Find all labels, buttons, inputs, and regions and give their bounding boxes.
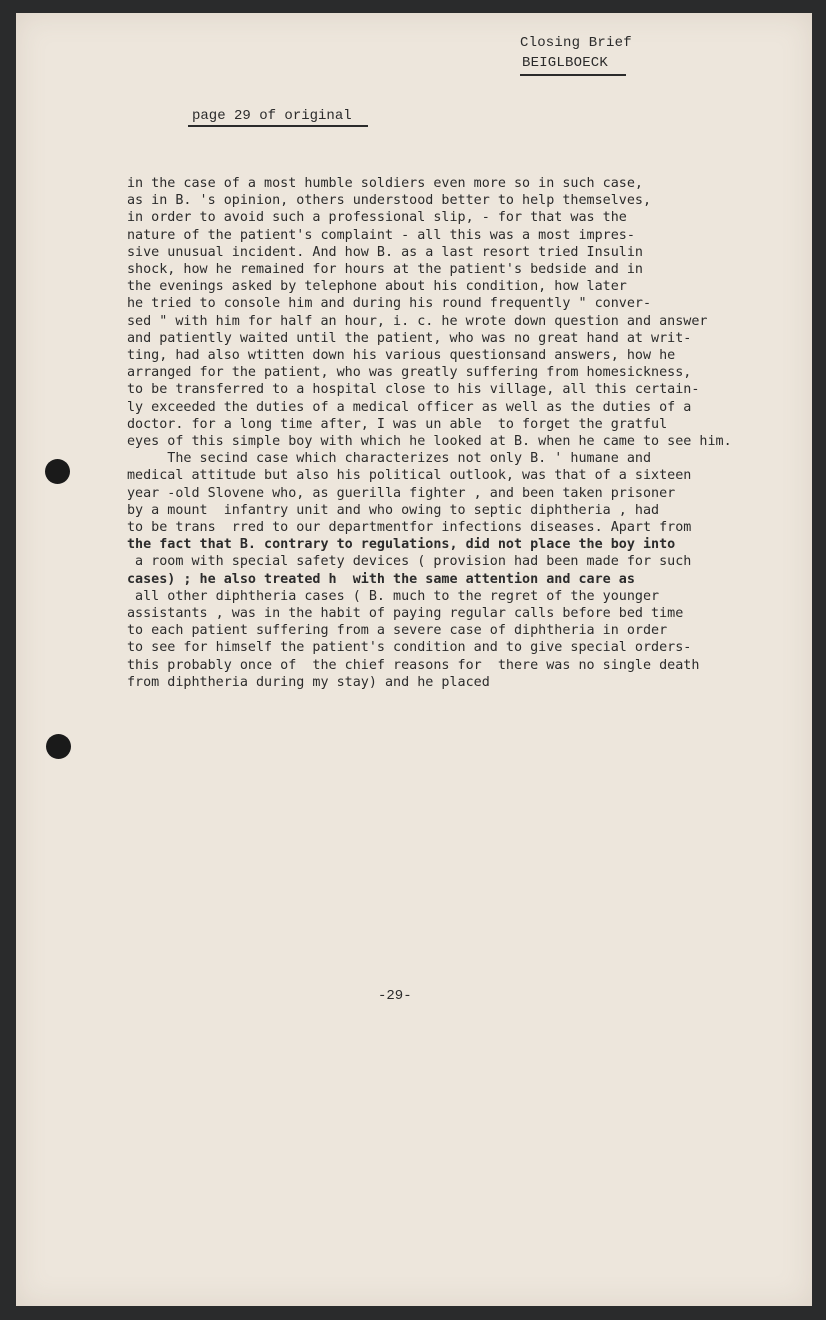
text-line: a room with special safety devices ( provision had been made for such	[127, 554, 692, 570]
text-line: sive unusual incident. And how B. as a last resort tried Insulin	[127, 244, 643, 260]
punch-hole	[46, 734, 71, 759]
text-line: this probably once of the chief reasons for there was no single death	[127, 657, 700, 673]
text-line: in order to avoid such a professional slip, - for that was the	[127, 210, 627, 226]
text-line: the evenings asked by telephone about his condition, how later	[127, 279, 627, 295]
text-line: assistants , was in the habit of paying regular calls before bed time	[127, 606, 684, 622]
text-line: to see for himself the patient's condition and to give special orders-	[127, 640, 692, 656]
text-line: eyes of this simple boy with which he looked at B. when he came to see him.	[127, 434, 732, 450]
text-line: ting, had also wtitten down his various questionsand answers, how he	[127, 348, 676, 364]
document-page	[16, 13, 812, 1306]
page-number: -29-	[378, 988, 412, 1004]
text-line: medical attitude but also his political outlook, was that of a sixteen	[127, 468, 692, 484]
text-line: The secind case which characterizes not only B. ' humane and	[127, 451, 652, 467]
text-line: he tried to console him and during his round frequently " conver-	[127, 296, 652, 312]
text-line: ly exceeded the duties of a medical officer as well as the duties of a	[127, 399, 692, 415]
text-line: nature of the patient's complaint - all this was a most impres-	[127, 227, 635, 243]
text-line: as in B. 's opinion, others understood better to help themselves,	[127, 193, 652, 209]
text-line: to be transferred to a hospital close to his village, all this certain-	[127, 382, 700, 398]
original-page-reference: page 29 of original	[188, 108, 368, 127]
text-line: shock, how he remained for hours at the patient's bedside and in	[127, 262, 643, 278]
text-line: in the case of a most humble soldiers even more so in such case,	[127, 176, 643, 191]
text-line: from diphtheria during my stay) and he placed	[127, 674, 490, 690]
text-line: year -old Slovene who, as guerilla fighter , and been taken prisoner	[127, 485, 676, 501]
text-line: the fact that B. contrary to regulations, did not place the boy into	[127, 537, 676, 553]
text-line: sed " with him for half an hour, i. c. he wrote down question and answer	[127, 313, 708, 329]
text-line: cases) ; he also treated h with the same attention and care as	[127, 571, 635, 587]
text-line: and patiently waited until the patient, who was no great hand at writ-	[127, 330, 692, 346]
text-line: arranged for the patient, who was greatly suffering from homesickness,	[127, 365, 692, 381]
defendant-name: BEIGLBOECK	[520, 53, 626, 76]
body-text	[127, 175, 767, 691]
document-header	[520, 33, 632, 76]
punch-hole	[45, 459, 70, 484]
document-title: Closing Brief	[520, 35, 632, 51]
text-line: all other diphtheria cases ( B. much to the regret of the younger	[127, 588, 660, 604]
text-line: doctor. for a long time after, I was un able to forget the gratful	[127, 416, 668, 432]
text-line: by a mount infantry unit and who owing to septic diphtheria , had	[127, 502, 660, 518]
text-line: to be trans rred to our departmentfor infections diseases. Apart from	[127, 520, 692, 536]
text-line: to each patient suffering from a severe case of diphtheria in order	[127, 623, 668, 639]
